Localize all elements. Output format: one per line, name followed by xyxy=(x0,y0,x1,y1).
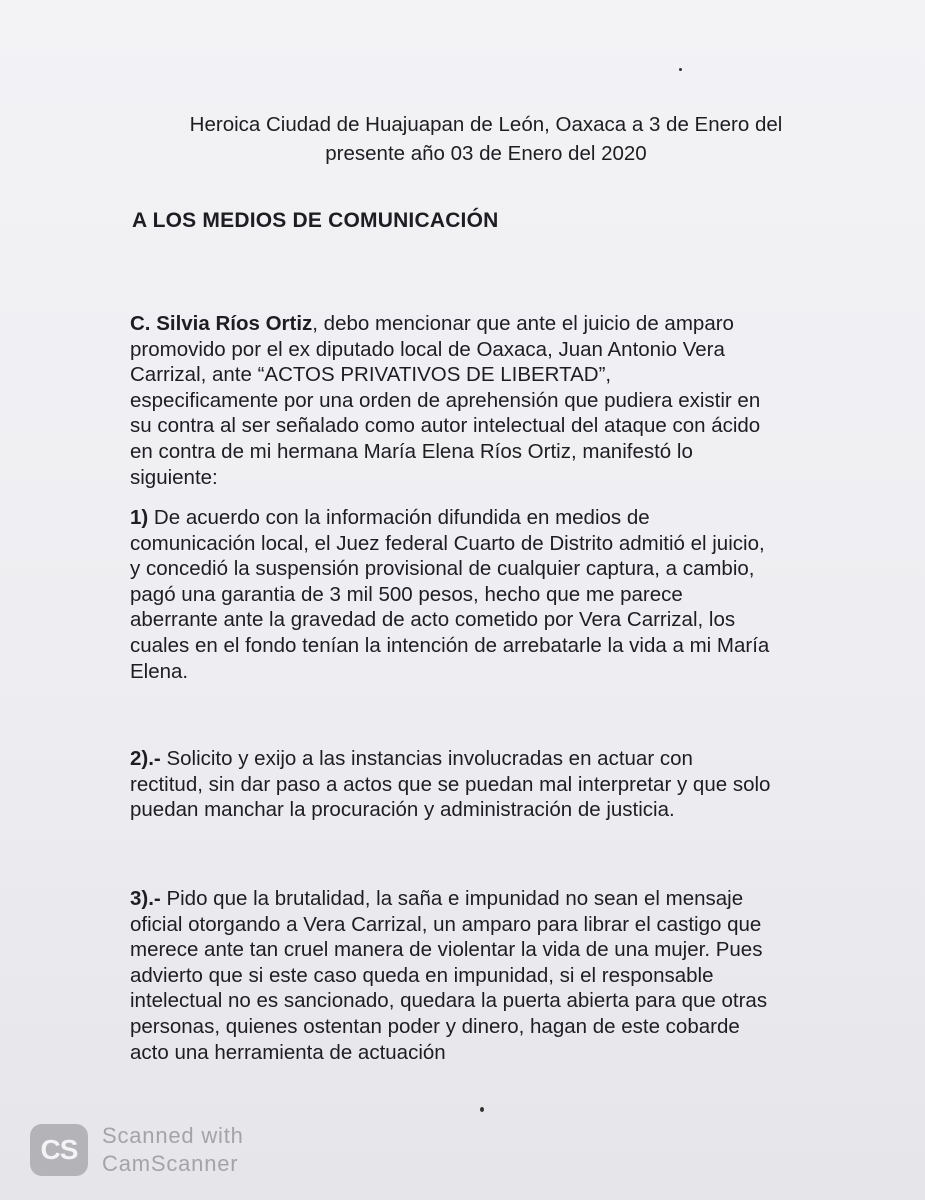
point-3-line: intelectual no es sancionado, quedara la puerta abierta para que otras xyxy=(130,989,768,1013)
camscanner-watermark xyxy=(30,1120,244,1180)
point-2-line: rectitud, sin dar paso a actos que se puedan mal interpretar y que solo xyxy=(130,772,771,796)
watermark-text xyxy=(102,1122,244,1178)
intro-line: en contra de mi hermana María Elena Ríos Ortiz, manifestó lo xyxy=(130,439,693,463)
point-3-line: personas, quienes ostentan poder y dinero, hagan de este cobarde xyxy=(130,1014,740,1038)
point-3-line: merece ante tan cruel manera de violentar la vida de una mujer. Pues xyxy=(130,938,763,962)
point-3-number: 3).- xyxy=(130,887,161,910)
intro-line: especificamente por una orden de aprehensión que pudiera existir en xyxy=(130,388,761,412)
document-header xyxy=(140,110,832,168)
point-1-line: cuales en el fondo tenían la intención de arrebatarle la vida a mi María xyxy=(130,633,770,657)
point-3-paragraph xyxy=(130,886,810,1065)
point-3-line xyxy=(130,886,810,912)
watermark-line-2: CamScanner xyxy=(102,1151,239,1176)
intro-line: siguiente: xyxy=(130,465,218,489)
point-3-line: advierto que si este caso queda en impunidad, si el responsable xyxy=(130,963,714,987)
point-1-line: pagó una garantia de 3 mil 500 pesos, hecho que me parece xyxy=(130,582,683,606)
point-3-line: acto una herramienta de actuación xyxy=(130,1040,446,1064)
point-1-line: y concedió la suspensión provisional de cualquier captura, a cambio, xyxy=(130,557,755,581)
point-1-line xyxy=(130,505,810,531)
intro-line xyxy=(130,311,810,337)
point-3-line: oficial otorgando a Vera Carrizal, un amparo para librar el castigo que xyxy=(130,912,762,936)
point-2-text: Solicito y exijo a las instancias involucradas en actuar con xyxy=(160,747,693,770)
camscanner-logo-text: CS xyxy=(40,1134,78,1165)
intro-text: , debo mencionar que ante el juicio de amparo xyxy=(312,312,734,335)
sender-name: C. Silvia Ríos Ortiz xyxy=(130,312,313,335)
point-1-line: Elena. xyxy=(130,659,189,683)
intro-paragraph xyxy=(130,311,810,490)
ink-speck xyxy=(679,68,682,71)
point-2-line: puedan manchar la procuración y administración de justicia. xyxy=(130,798,675,822)
place-date-line-2: presente año 03 de Enero del 2020 xyxy=(325,142,647,165)
point-2-number: 2).- xyxy=(130,747,161,770)
ink-speck xyxy=(480,1107,484,1112)
point-1-text: De acuerdo con la información difundida en medios de xyxy=(148,506,650,529)
intro-line: Carrizal, ante “ACTOS PRIVATIVOS DE LIBERTAD”, xyxy=(130,363,612,387)
watermark-line-1: Scanned with xyxy=(102,1123,244,1148)
point-1-line: aberrante ante la gravedad de acto cometido por Vera Carrizal, los xyxy=(130,608,736,632)
point-2-line xyxy=(130,746,810,772)
point-3-text: Pido que la brutalidad, la saña e impunidad no sean el mensaje xyxy=(160,887,744,910)
point-1-line: comunicación local, el Juez federal Cuarto de Distrito admitió el juicio, xyxy=(130,531,765,555)
place-date-line-1: Heroica Ciudad de Huajuapan de León, Oaxaca a 3 de Enero del xyxy=(189,113,783,136)
intro-line: su contra al ser señalado como autor intelectual del ataque con ácido xyxy=(130,414,761,438)
point-2-paragraph xyxy=(130,746,810,823)
point-1-paragraph xyxy=(130,505,810,684)
addressee-heading: A LOS MEDIOS DE COMUNICACIÓN xyxy=(132,209,499,232)
intro-line: promovido por el ex diputado local de Oaxaca, Juan Antonio Vera xyxy=(130,337,725,361)
camscanner-logo-icon xyxy=(30,1124,88,1176)
point-1-number: 1) xyxy=(130,506,149,529)
